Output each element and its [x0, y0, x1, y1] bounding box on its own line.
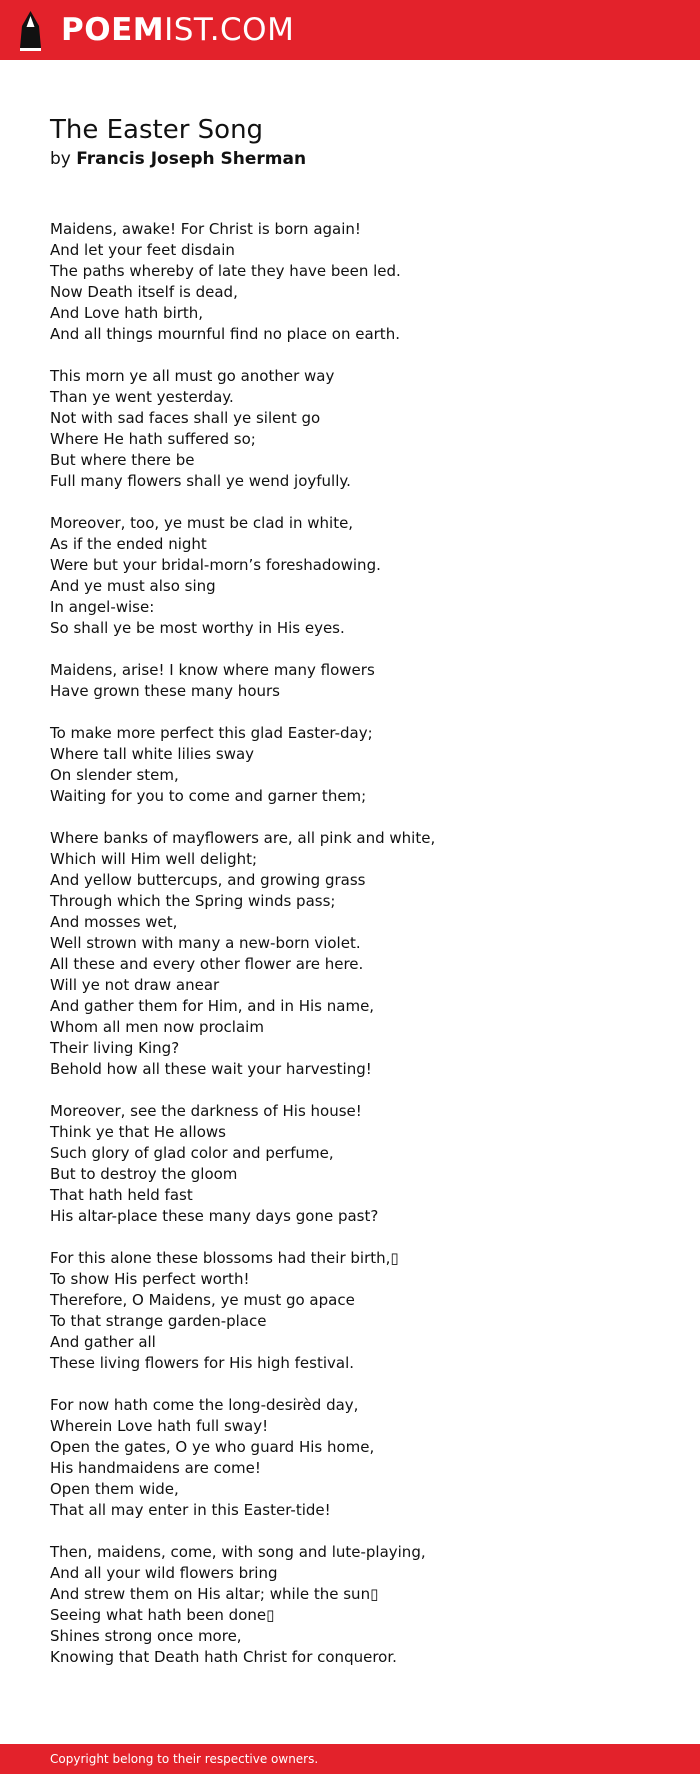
poem-line: Knowing that Death hath Christ for conqueror. [50, 1648, 397, 1666]
poem-line: Were but your bridal-morn’s foreshadowing. [50, 556, 381, 574]
poem-line: Moreover, see the darkness of His house! [50, 1102, 362, 1120]
poem-line: These living flowers for His high festival. [50, 1354, 355, 1372]
site-header [0, 0, 700, 60]
poem-line: Their living King? [50, 1039, 180, 1057]
poem-line: That hath held fast [50, 1186, 193, 1204]
poem-stanza [50, 828, 670, 1080]
poem-stanza [50, 1101, 670, 1227]
poem-line: In angel-wise: [50, 598, 155, 616]
poem-line: And Love hath birth, [50, 304, 204, 322]
poem-line: Think ye that He allows [50, 1123, 226, 1141]
poem-line: To that strange garden-place [50, 1312, 267, 1330]
poem-line: Such glory of glad color and perfume, [50, 1144, 334, 1162]
poem-line: Open the gates, O ye who guard His home, [50, 1438, 375, 1456]
poem-line: Maidens, arise! I know where many flowers [50, 661, 375, 679]
poem-line: For this alone these blossoms had their birth,▯ [50, 1249, 399, 1267]
poem-line: All these and every other flower are here. [50, 955, 364, 973]
poem-line: Now Death itself is dead, [50, 283, 238, 301]
copyright-text: Copyright belong to their respective owners. [50, 1752, 319, 1766]
poem-line: But to destroy the gloom [50, 1165, 238, 1183]
poem-line: Full many flowers shall ye wend joyfully. [50, 472, 351, 490]
poem-line: His handmaidens are come! [50, 1459, 261, 1477]
brand-light-text: IST.COM [164, 12, 295, 48]
poem-line: Where banks of mayflowers are, all pink and white, [50, 829, 436, 847]
poem-line: Which will Him well delight; [50, 850, 258, 868]
poem-line: Well strown with many a new-born violet. [50, 934, 361, 952]
poem-line: That all may enter in this Easter-tide! [50, 1501, 331, 1519]
poem-line: Therefore, O Maidens, ye must go apace [50, 1291, 355, 1309]
poem-stanza [50, 660, 670, 702]
poem-line: Will ye not draw anear [50, 976, 220, 994]
poem-line: Then, maidens, come, with song and lute-playing, [50, 1543, 426, 1561]
poem-line: His altar-place these many days gone past? [50, 1207, 379, 1225]
poem-line: Seeing what hath been done▯ [50, 1606, 275, 1624]
poem-line: Whom all men now proclaim [50, 1018, 264, 1036]
poem-stanza [50, 1542, 670, 1668]
poem-line: Through which the Spring winds pass; [50, 892, 336, 910]
poem-line: And mosses wet, [50, 913, 178, 931]
poem-line: To show His perfect worth! [50, 1270, 250, 1288]
poem-line: Open them wide, [50, 1480, 179, 1498]
poem-line: Moreover, too, ye must be clad in white, [50, 514, 354, 532]
poem-line: For now hath come the long-desirèd day, [50, 1396, 359, 1414]
poem-line: And all things mournful find no place on earth. [50, 325, 400, 343]
poem-line: Not with sad faces shall ye silent go [50, 409, 321, 427]
brand-bold-text: POEM [61, 12, 165, 48]
poem-stanza [50, 366, 670, 492]
poem-line: And yellow buttercups, and growing grass [50, 871, 366, 889]
site-footer [0, 1744, 700, 1774]
poem-line: Where He hath suffered so; [50, 430, 256, 448]
poem-line: Waiting for you to come and garner them; [50, 787, 367, 805]
poem-line: Have grown these many hours [50, 682, 280, 700]
pen-nib-icon[interactable] [18, 10, 43, 52]
poem-stanza [50, 723, 670, 807]
poem-stanza [50, 1395, 670, 1521]
poem-stanza [50, 219, 670, 345]
poem-author: Francis Joseph Sherman [76, 149, 307, 169]
poem-line: Behold how all these wait your harvesting! [50, 1060, 372, 1078]
poem-line: And all your wild flowers bring [50, 1564, 278, 1582]
poem-stanza [50, 1248, 670, 1374]
poem-line: And gather them for Him, and in His name, [50, 997, 375, 1015]
poem-stanza [50, 513, 670, 639]
poem-body [50, 219, 670, 1689]
poem-line: This morn ye all must go another way [50, 367, 335, 385]
poem-line: And let your feet disdain [50, 241, 235, 259]
poem-line: The paths whereby of late they have been led. [50, 262, 401, 280]
poem-line: Maidens, awake! For Christ is born again! [50, 220, 361, 238]
poem-line: Wherein Love hath full sway! [50, 1417, 269, 1435]
byline-prefix: by [50, 149, 71, 169]
poem-line: Where tall white lilies sway [50, 745, 255, 763]
poem-line: Shines strong once more, [50, 1627, 242, 1645]
poem-line: And gather all [50, 1333, 156, 1351]
site-logo-text[interactable] [61, 11, 294, 49]
poem-line: So shall ye be most worthy in His eyes. [50, 619, 345, 637]
poem-line: As if the ended night [50, 535, 207, 553]
poem-byline [50, 148, 306, 170]
poem-line: Than ye went yesterday. [50, 388, 234, 406]
poem-line: And strew them on His altar; while the sun▯ [50, 1585, 379, 1603]
poem-line: But where there be [50, 451, 195, 469]
poem-line: To make more perfect this glad Easter-day; [50, 724, 373, 742]
poem-title: The Easter Song [50, 115, 264, 145]
poem-line: And ye must also sing [50, 577, 216, 595]
poem-line: On slender stem, [50, 766, 179, 784]
